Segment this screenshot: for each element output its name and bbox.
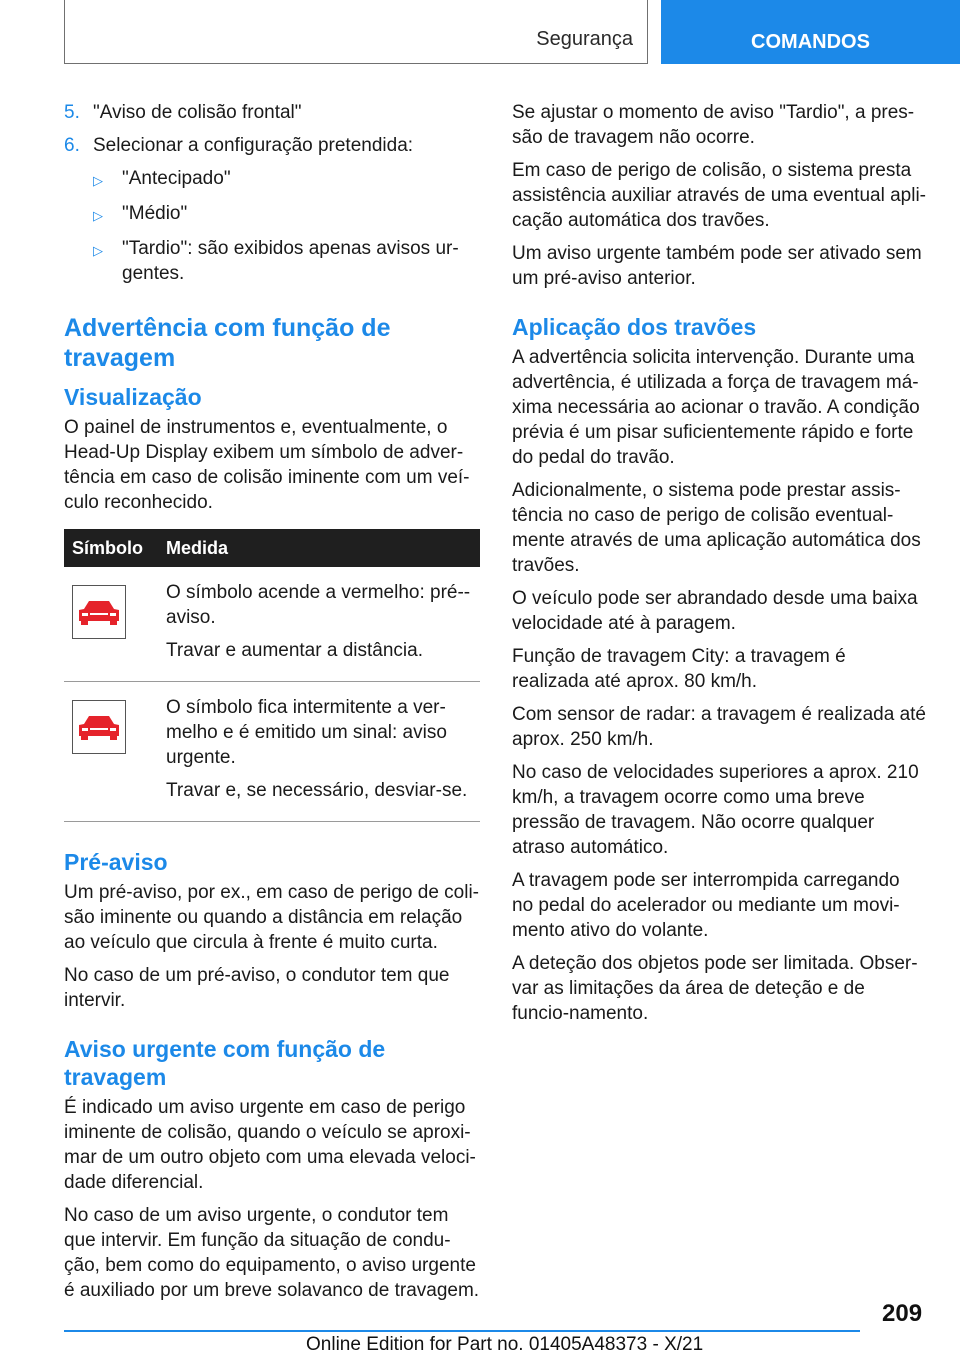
measure-text: O símbolo acende a vermelho: pré--aviso. (166, 582, 471, 628)
paragraph: Com sensor de radar: a travagem é realizada até aprox. 250 km/h. (512, 704, 926, 750)
paragraph: Um aviso urgente também pode ser ativado sem um pré-aviso anterior. (512, 243, 922, 289)
header-chapter-tab[interactable]: COMANDOS (661, 0, 960, 64)
paragraph: No caso de velocidades superiores a aprox. 210 km/h, a travagem ocorre como uma breve pressão de travagem. Não ocorre qualquer atraso automático. (512, 762, 919, 858)
step-item (64, 133, 480, 158)
paragraph: A deteção dos objetos pode ser limitada. Obser-var as limitações da área de deteção e de funcio-namento. (512, 953, 918, 1024)
left-column (64, 100, 480, 1311)
footer-edition: Online Edition for Part no. 01405A48373 - X/21 (306, 1334, 704, 1355)
table-row (64, 682, 480, 822)
paragraph: Se ajustar o momento de aviso "Tardio", a pres-são de travagem não ocorre. (512, 102, 915, 148)
paragraph-prewarning: No caso de um pré-aviso, o condutor tem que intervir. (64, 965, 450, 1011)
option-text: "Tardio": são exibidos apenas avisos ur-gentes. (122, 238, 459, 284)
right-column (512, 100, 926, 1034)
paragraph-urgent: No caso de um aviso urgente, o condutor tem que intervir. Em função da situação de condu-ção, bem como do equipamento, o aviso urgente é auxiliado por um breve solavanco de travagem. (64, 1205, 480, 1301)
measure-text: Travar e aumentar a distância. (166, 640, 423, 661)
table-row (64, 567, 480, 682)
paragraph-urgent: É indicado um aviso urgente em caso de perigo iminente de colisão, quando o veículo se aproxi-mar de um outro objeto com uma elevada veloci-dade diferencial. (64, 1097, 476, 1193)
paragraph-prewarning: Um pré-aviso, por ex., em caso de perigo de coli-são iminente ou quando a distância em relação ao veículo que circula à frente é muito curta. (64, 882, 480, 953)
heading-warning-braking: Advertência com função de travagem (64, 314, 391, 372)
heading-display: Visualização (64, 384, 202, 410)
paragraph: Em caso de perigo de colisão, o sistema presta assistência auxiliar através de uma eventual apli-cação automática dos travões. (512, 160, 926, 231)
car-collision-warning-icon (72, 700, 126, 754)
table-header-measure: Medida (158, 529, 480, 567)
step-item (64, 100, 480, 125)
paragraph: A travagem pode ser interrompida carregando no pedal do acelerador ou mediante um movi-mento ativo do volante. (512, 870, 900, 941)
footer-divider (64, 1330, 860, 1332)
step-text: "Aviso de colisão frontal" (93, 102, 302, 123)
triangle-bullet-icon: ▷ (93, 173, 103, 188)
measure-text: Travar e, se necessário, desviar-se. (166, 780, 468, 801)
paragraph: Função de travagem City: a travagem é realizada até aprox. 80 km/h. (512, 646, 846, 692)
car-collision-warning-icon (72, 585, 126, 639)
heading-brake-application: Aplicação dos travões (512, 314, 757, 340)
paragraph: A advertência solicita intervenção. Durante uma advertência, é utilizada a força de travagem má-xima necessária ao acionar o travão. A condição prévia é um pisar suficientemente rápido e forte do pedal do travão. (512, 347, 920, 468)
header-section-title: Segurança (536, 28, 633, 50)
option-text: "Antecipado" (122, 168, 231, 189)
heading-prewarning: Pré-aviso (64, 849, 168, 875)
option-item (93, 166, 480, 193)
table-header-symbol: Símbolo (64, 529, 158, 567)
paragraph: O veículo pode ser abrandado desde uma baixa velocidade até à paragem. (512, 588, 918, 634)
step-text: Selecionar a configuração pretendida: (93, 135, 414, 156)
option-item (93, 201, 480, 228)
header-section-box (64, 0, 648, 64)
option-item (93, 236, 480, 286)
step-number: 6. (64, 135, 80, 156)
symbol-table (64, 529, 480, 822)
step-number: 5. (64, 102, 80, 123)
triangle-bullet-icon: ▷ (93, 243, 103, 258)
option-text: "Médio" (122, 203, 188, 224)
triangle-bullet-icon: ▷ (93, 208, 103, 223)
heading-urgent-warning: Aviso urgente com função de travagem (64, 1036, 386, 1090)
page-number: 209 (882, 1300, 923, 1327)
measure-text: O símbolo fica intermitente a ver-melho e é emitido um sinal: aviso urgente. (166, 697, 447, 768)
paragraph: Adicionalmente, o sistema pode prestar assis-tência no caso de perigo de colisão eventual-mente através de uma aplicação automática dos travões. (512, 480, 921, 576)
paragraph-display: O painel de instrumentos e, eventualmente, o Head-Up Display exibem um símbolo de adver-tência em caso de colisão iminente com um veí-culo reconhecido. (64, 417, 470, 513)
